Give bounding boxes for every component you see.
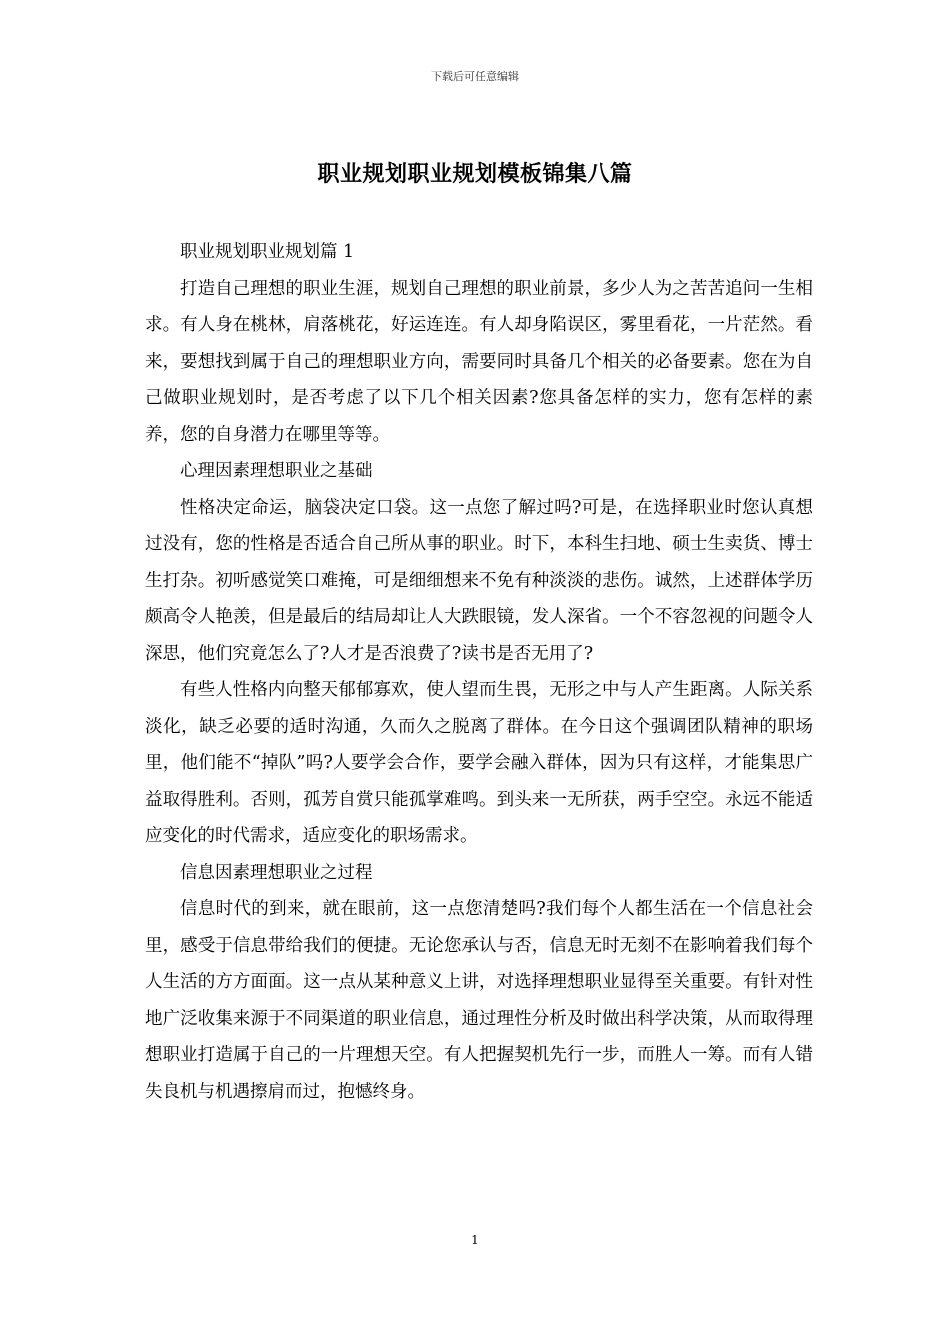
document-title: 职业规划职业规划模板锦集八篇	[317, 161, 633, 187]
subheading-psychology: 心理因素理想职业之基础	[180, 461, 373, 481]
paragraph-personality: 性格决定命运，脑袋决定口袋。这一点您了解过吗?可是，在选择职业时您认真想过没有，您的性格是否适合自己所从事的职业。时下，本科生扫地、硕士生卖货、博士生打杂。初听感觉笑口难掩，可是细细想来不免有种淡淡的悲伤。诚然，上述群体学历颇高令人艳羡，但是最后的结局却让人大跌眼镜，发人深省。一个不容忽视的问题令人深思，他们究竟怎么了?人才是否浪费了?读书是否无用了?	[145, 497, 813, 664]
document-body	[145, 234, 813, 1110]
paragraph-information: 信息时代的到来，就在眼前，这一点您清楚吗?我们每个人都生活在一个信息社会里，感受于信息带给我们的便捷。无论您承认与否，信息无时无刻不在影响着我们每个人生活的方方面面。这一点从某种意义上讲，对选择理想职业显得至关重要。有针对性地广泛收集来源于不同渠道的职业信息，通过理性分析及时做出科学决策，从而取得理想职业打造属于自己的一片理想天空。有人把握契机先行一步，而胜人一筹。而有人错失良机与机遇擦肩而过，抱憾终身。	[145, 899, 813, 1102]
paragraph-introvert: 有些人性格内向整天郁郁寡欢，使人望而生畏，无形之中与人产生距离。人际关系淡化，缺乏必要的适时沟通，久而久之脱离了群体。在今日这个强调团队精神的职场里，他们能不“掉队”吗?人要学会合作，要学会融入群体，因为只有这样，才能集思广益取得胜利。否则，孤芳自赏只能孤掌难鸣。到头来一无所获，两手空空。永远不能适应变化的时代需求，适应变化的职场需求。	[145, 680, 813, 846]
page-number: 1	[471, 1233, 479, 1247]
page-header-note: 下载后可任意编辑	[431, 70, 519, 83]
subheading-information: 信息因素理想职业之过程	[180, 862, 373, 883]
section-heading: 职业规划职业规划篇 1	[180, 242, 355, 262]
paragraph-intro: 打造自己理想的职业生涯，规划自己理想的职业前景，多少人为之苦苦追问一生相求。有人身在桃林，肩落桃花，好运连连。有人却身陷误区，雾里看花，一片茫然。看来，要想找到属于自己的理想职业方向，需要同时具备几个相关的必备要素。您在为自己做职业规划时，是否考虑了以下几个相关因素?您具备怎样的实力，您有怎样的素养，您的自身潜力在哪里等等。	[145, 278, 813, 445]
